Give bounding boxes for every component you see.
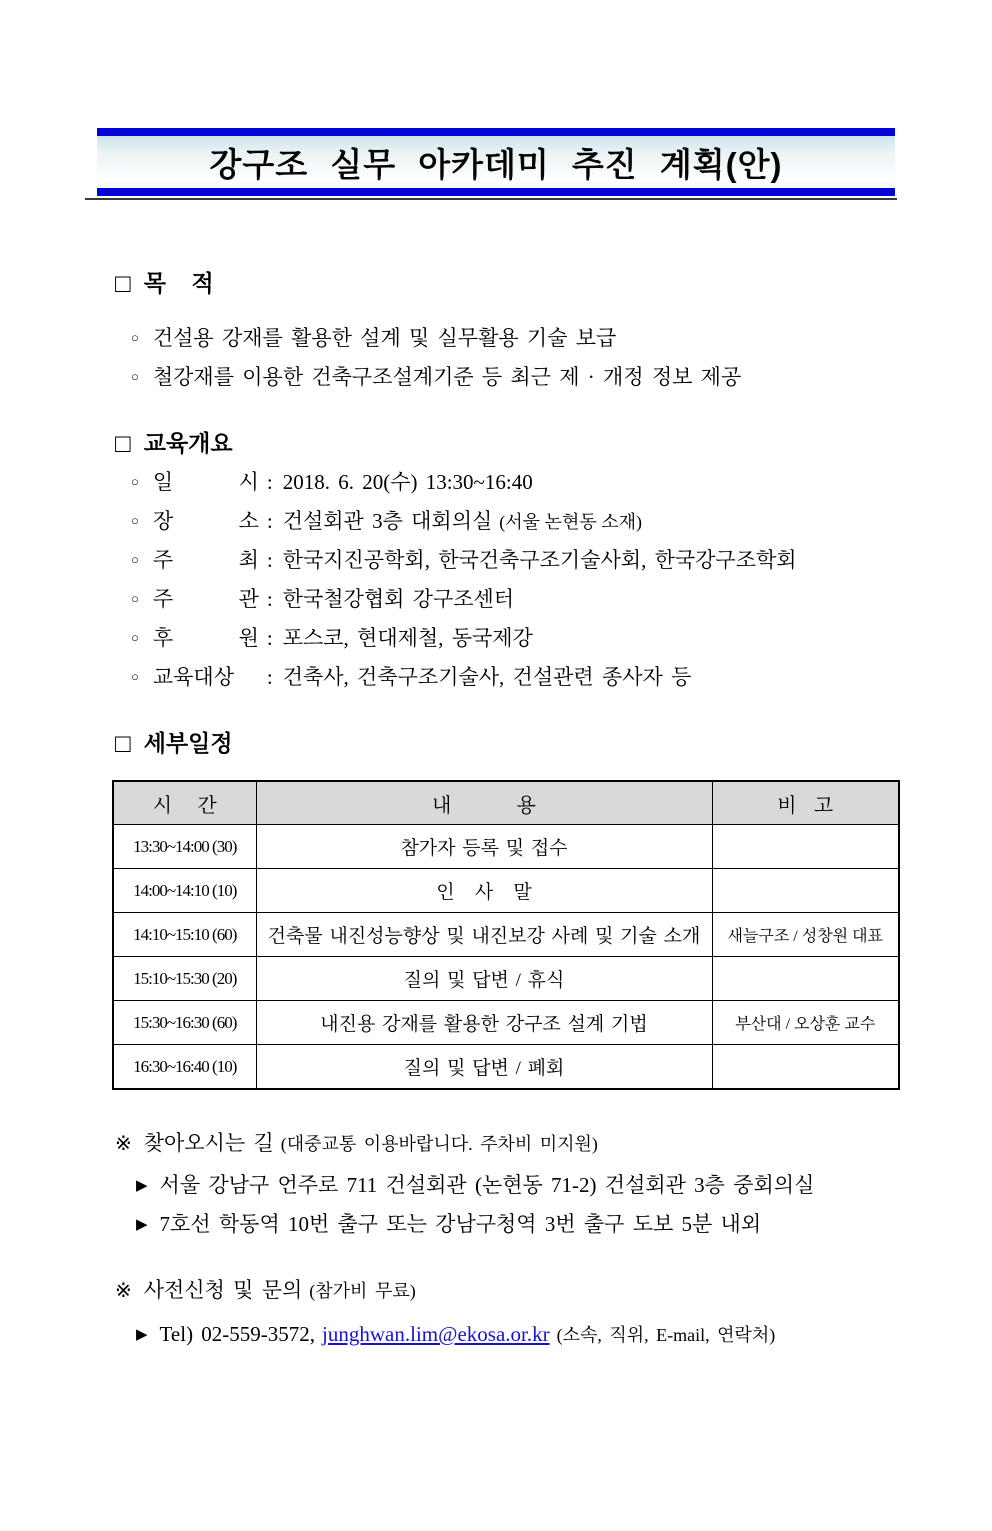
- note-cell: [712, 957, 899, 1001]
- directions-title: 찾아오시는 길: [143, 1131, 274, 1155]
- registration-title-note: (참가비 무료): [309, 1281, 416, 1301]
- note-cell: 새늘구조 / 성창원 대표: [712, 913, 899, 957]
- colon-separator: :: [266, 470, 273, 494]
- table-row: [113, 1001, 899, 1045]
- table-row: [113, 825, 899, 869]
- note-cell: [712, 869, 899, 913]
- reference-mark-icon: ※: [115, 1280, 132, 1302]
- arrow-bullet-icon: ▶: [136, 1217, 148, 1233]
- content-cell: 내진용 강재를 활용한 강구조 설계 기법: [256, 1001, 712, 1045]
- purpose-list: [0, 320, 992, 398]
- colon-separator: :: [266, 509, 273, 533]
- section-purpose-heading: [115, 268, 992, 298]
- table-row: [113, 913, 899, 957]
- content-cell: 인 사 말: [256, 869, 712, 913]
- square-bullet-icon: □: [115, 268, 131, 298]
- overview-title: 교육개요: [143, 430, 233, 456]
- overview-label: 주 관: [152, 587, 259, 611]
- overview-value: 한국철강협회 강구조센터: [282, 587, 515, 611]
- overview-label: 후 원: [152, 626, 259, 650]
- header-content: 내 용: [256, 781, 712, 825]
- list-item: [136, 1167, 992, 1206]
- overview-row-audience: [131, 659, 992, 698]
- circle-bullet-icon: ○: [131, 591, 139, 606]
- content-cell: 질의 및 답변 / 휴식: [256, 957, 712, 1001]
- header-time: 시 간: [113, 781, 256, 825]
- square-bullet-icon: □: [115, 428, 131, 458]
- overview-row-venue: [131, 503, 992, 542]
- overview-list: [0, 464, 992, 698]
- overview-label: 일 시: [152, 470, 259, 494]
- circle-bullet-icon: ○: [131, 474, 139, 489]
- circle-bullet-icon: ○: [131, 330, 139, 345]
- overview-row-datetime: [131, 464, 992, 503]
- overview-value: 한국지진공학회, 한국건축구조기술사회, 한국강구조학회: [282, 548, 797, 572]
- note-cell: [712, 1045, 899, 1090]
- time-cell: 15:30~16:30 (60): [113, 1001, 256, 1045]
- directions-list: [0, 1167, 992, 1245]
- time-cell: 16:30~16:40 (10): [113, 1045, 256, 1090]
- section-schedule-heading: [115, 728, 992, 758]
- reference-mark-icon: ※: [115, 1133, 132, 1155]
- email-link[interactable]: junghwan.lim@ekosa.or.kr: [322, 1322, 550, 1346]
- circle-bullet-icon: ○: [131, 513, 139, 528]
- directions-heading: [115, 1128, 992, 1159]
- purpose-title: 목 적: [143, 270, 214, 296]
- time-cell: 14:00~14:10 (10): [113, 869, 256, 913]
- header-note: 비 고: [712, 781, 899, 825]
- content-cell: 질의 및 답변 / 폐회: [256, 1045, 712, 1090]
- overview-value: 건설회관 3층 대회의실: [282, 509, 493, 533]
- list-item: [131, 320, 992, 359]
- banner-top-bar: [97, 128, 895, 136]
- circle-bullet-icon: ○: [131, 552, 139, 567]
- overview-label: 장 소: [152, 509, 259, 533]
- registration-heading: [115, 1275, 992, 1306]
- overview-row-organizer: [131, 581, 992, 620]
- time-cell: 13:30~14:00 (30): [113, 825, 256, 869]
- arrow-bullet-icon: ▶: [136, 1327, 148, 1343]
- banner-bottom-bar: [97, 188, 895, 196]
- table-header-row: [113, 781, 899, 825]
- overview-row-hosts: [131, 542, 992, 581]
- circle-bullet-icon: ○: [131, 669, 139, 684]
- title-banner: [97, 128, 895, 196]
- colon-separator: :: [266, 548, 273, 572]
- banner-body: [97, 136, 895, 188]
- directions-item-text: 7호선 학동역 10번 출구 또는 강남구청역 3번 출구 도보 5분 내외: [159, 1212, 762, 1236]
- directions-title-note: (대중교통 이용바랍니다. 주차비 미지원): [280, 1134, 598, 1154]
- purpose-item-text: 건설용 강재를 활용한 설계 및 실무활용 기술 보급: [152, 326, 617, 350]
- table-row: [113, 957, 899, 1001]
- colon-separator: :: [266, 665, 273, 689]
- circle-bullet-icon: ○: [131, 630, 139, 645]
- contact-suffix: (소속, 직위, E-mail, 연락처): [556, 1325, 776, 1345]
- purpose-item-text: 철강재를 이용한 건축구조설계기준 등 최근 제 · 개정 정보 제공: [152, 365, 742, 389]
- content-cell: 건축물 내진성능향상 및 내진보강 사례 및 기술 소개: [256, 913, 712, 957]
- list-item: [136, 1206, 992, 1245]
- registration-title: 사전신청 및 문의: [143, 1278, 303, 1302]
- arrow-bullet-icon: ▶: [136, 1178, 148, 1194]
- overview-label: 주 최: [152, 548, 259, 572]
- table-row: [113, 1045, 899, 1090]
- section-overview-heading: [115, 428, 992, 458]
- content-cell: 참가자 등록 및 접수: [256, 825, 712, 869]
- list-item: [131, 359, 992, 398]
- contact-line: [136, 1316, 992, 1355]
- overview-value: 건축사, 건축구조기술사, 건설관련 종사자 등: [282, 665, 692, 689]
- square-bullet-icon: □: [115, 728, 131, 758]
- colon-separator: :: [266, 587, 273, 611]
- time-cell: 15:10~15:30 (20): [113, 957, 256, 1001]
- overview-value-note: (서울 논현동 소재): [499, 512, 642, 532]
- tel-number: Tel) 02-559-3572,: [159, 1322, 316, 1346]
- overview-value: 포스코, 현대제철, 동국제강: [282, 626, 533, 650]
- overview-row-sponsors: [131, 620, 992, 659]
- overview-label: 교육대상: [152, 665, 235, 689]
- table-row: [113, 869, 899, 913]
- document-title: 강구조 실무 아카데미 추진 계획(안): [209, 145, 783, 183]
- schedule-title: 세부일정: [143, 730, 233, 756]
- schedule-table: [112, 780, 900, 1090]
- circle-bullet-icon: ○: [131, 369, 139, 384]
- overview-value: 2018. 6. 20(수) 13:30~16:40: [282, 470, 533, 494]
- directions-item-text: 서울 강남구 언주로 711 건설회관 (논현동 71-2) 건설회관 3층 중회의실: [159, 1173, 815, 1197]
- note-cell: [712, 825, 899, 869]
- note-cell: 부산대 / 오상훈 교수: [712, 1001, 899, 1045]
- time-cell: 14:10~15:10 (60): [113, 913, 256, 957]
- colon-separator: :: [266, 626, 273, 650]
- banner-underline: [85, 198, 897, 200]
